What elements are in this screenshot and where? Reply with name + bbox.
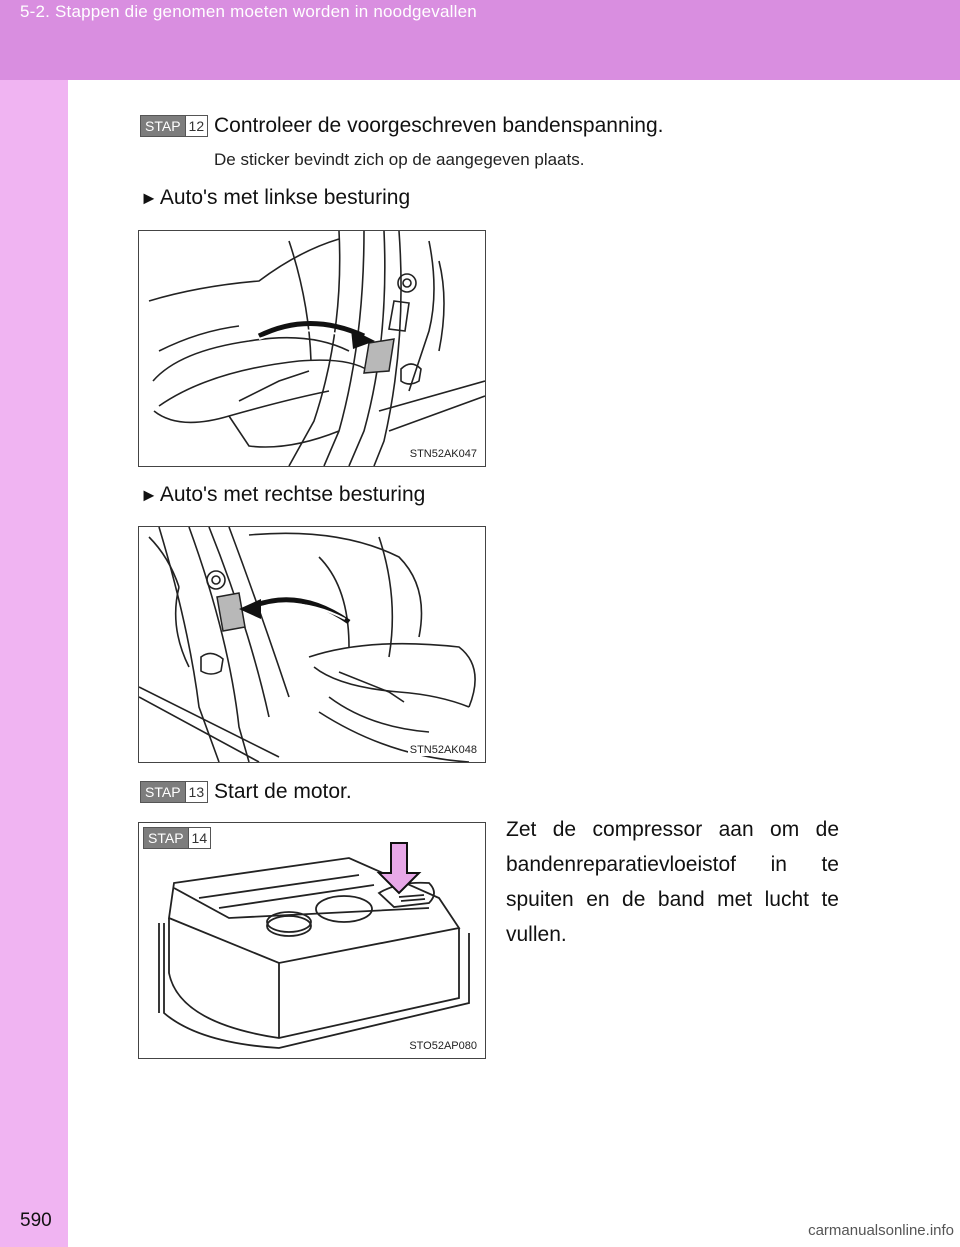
triangle-arrow-icon: ► [140,188,158,208]
figure-code: STN52AK047 [409,448,477,460]
figure-rhd-seat [138,526,486,763]
seat-sticker-illustration-rhd [139,527,485,762]
figure-code: STN52AK048 [409,744,477,756]
step-14-badge [143,827,211,849]
step-13-text: Start de motor. [214,780,352,803]
watermark: carmanualsonline.info [808,1222,954,1239]
seat-sticker-illustration-lhd [139,231,485,466]
step-badge-label: STAP [144,828,188,848]
page-header [0,0,960,80]
step-badge-label: STAP [141,782,185,802]
variant-rhd-text: Auto's met rechtse besturing [159,483,426,506]
step-12-badge [140,115,208,137]
step-badge-number: 13 [185,782,208,802]
figure-compressor [138,822,486,1059]
section-title: 5-2. Stappen die genomen moeten worden in noodgevallen [20,2,477,21]
figure-lhd-seat [138,230,486,467]
step-13-badge [140,781,208,803]
step-badge-number: 12 [185,116,208,136]
step-12-note: De sticker bevindt zich op de aangegeven plaats. [214,150,585,169]
variant-rhd-label [140,483,425,507]
triangle-arrow-icon: ► [140,485,158,505]
step-12-text: Controleer de voorgeschreven bandenspanning. [214,114,664,137]
variant-lhd-label [140,186,410,210]
step-14-text: Zet de compressor aan om de bandenreparatievloeistof in te spuiten en de band met lucht te vullen. [506,818,839,946]
side-strip [0,80,68,1247]
figure-code: STO52AP080 [409,1040,477,1052]
step-badge-number: 14 [188,828,211,848]
page-number: 590 [20,1210,52,1231]
variant-lhd-text: Auto's met linkse besturing [159,186,411,209]
step-badge-label: STAP [141,116,185,136]
compressor-illustration [139,823,485,1058]
